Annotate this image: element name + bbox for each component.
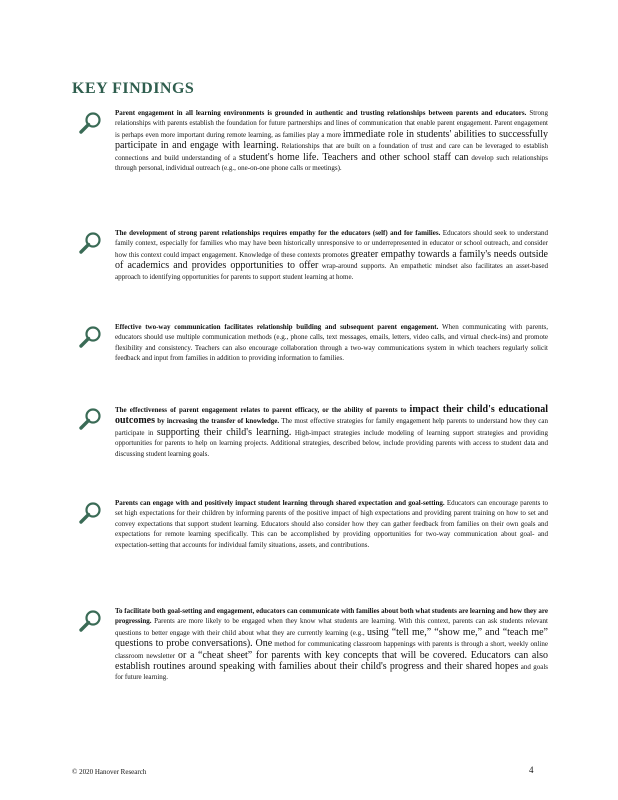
finding-lead: The development of strong parent relationships requires empathy for the educators (self) and for families. (115, 229, 441, 237)
finding-lead: Parent engagement in all learning environments is grounded in authentic and trusting relationships between parents and educators. (115, 109, 527, 117)
finding-lead: Effective two-way communication facilitates relationship building and subsequent parent engagement. (115, 323, 439, 331)
magnifying-glass-icon (78, 324, 104, 350)
finding-text: Parents can engage with and positively impact student learning through shared expectation and goal-setting. Educators can encourage parents to set high expectations for their children by informing parents of the positive impact of high expectations and providing parent training on how to set and convey expectations that support student learning. Educators should also consider how they can gather feedback from families on their own goals and expectations for remote learning specifically. This can be accomplished by providing opportunities for two-way communication about goal- and expectation-setting that accounts for individual family situations, assets, and contributions. (115, 499, 548, 549)
page-number: 4 (529, 765, 534, 775)
magnifying-glass-icon (78, 608, 104, 634)
finding-text: The development of strong parent relationships requires empathy for the educators (self) and for families. Educators should seek to understand family context, especially for families who may have been historically unresponsive to or underrepresented in educator or school outreach, and consider how this context could impact engagement. Knowledge of these contexts promotes greater empathy towards a family's needs outside of academics and provides opportunities to offer wrap-around supports. An empathetic mindset also facilitates an asset-based approach to identifying opportunities for parents to support student learning at home. (115, 229, 548, 281)
finding-lead: The effectiveness of parent engagement relates to parent efficacy, or the ability of parents to (115, 406, 410, 414)
finding-text: The effectiveness of parent engagement relates to parent efficacy, or the ability of parents to impact their child's educational outcomes by increasing the transfer of knowledge. The most effective strategies for family engagement help parents to understand how they can participate in supporting their child's learning. High-impact strategies include modeling of learning support strategies and providing opportunities for parents to help on learning projects. Additional strategies, described below, include providing parents with access to student data and discussing student learning goals. (115, 404, 549, 458)
finding-text: Parent engagement in all learning environments is grounded in authentic and trusting relationships between parents and educators. Strong relationships with parents establish the foundation for future partnerships and lines of communication that enable parent engagement. Parent engagement is perhaps even more important during remote learning, as families play a more immediate role in students' abilities to successfully participate in and engage with learning. Relationships that are built on a foundation of trust and care can be leveraged to establish connections and build understanding of a student's home life. Teachers and other school staff can develop such relationships through personal, individual outreach (e.g., one-on-one phone calls or meetings). (115, 109, 548, 173)
magnifying-glass-icon (78, 110, 104, 136)
finding-text: To facilitate both goal-setting and engagement, educators can communicate with families about both what students are learning and how they are progressing. Parents are more likely to be engaged when they know what students are learning. With this context, parents can ask students relevant questions to better engage with their child about what they are currently learning (e.g., using “tell me,” “show me,” and “teach me” questions to probe conversations). One method for communicating classroom happenings with parents is through a short, weekly online classroom newsletter or a “cheat sheet” for parents with key concepts that will be covered. Educators can also establish routines around speaking with families about their child's progress and their shared hopes and goals for future learning. (115, 607, 548, 682)
finding-lead: Parents can engage with and positively impact student learning through shared expectation and goal-setting. (115, 499, 445, 507)
finding-lead: To facilitate both goal-setting and engagement, educators can communicate with families about both what students are learning and how they are progressing. (115, 607, 548, 626)
finding-item (78, 404, 548, 459)
footer-copyright: © 2020 Hanover Research (72, 768, 147, 776)
finding-text: Effective two-way communication facilitates relationship building and subsequent parent engagement. When communicating with parents, educators should use multiple communication methods (e.g., phone calls, text messages, emails, letters, video calls, and virtual check-ins) and promote flexibility and consistency. Teachers can also encourage collaboration through a two-way communications system in which teachers regularly solicit feedback and input from families in addition to providing information to families. (115, 323, 548, 363)
finding-item (78, 228, 548, 282)
finding-item (78, 498, 548, 550)
finding-item (78, 322, 548, 364)
magnifying-glass-icon (78, 500, 104, 526)
magnifying-glass-icon (78, 406, 104, 432)
finding-item (78, 108, 548, 173)
section-heading: KEY FINDINGS (72, 80, 195, 97)
magnifying-glass-icon (78, 230, 104, 256)
finding-item (78, 606, 548, 683)
